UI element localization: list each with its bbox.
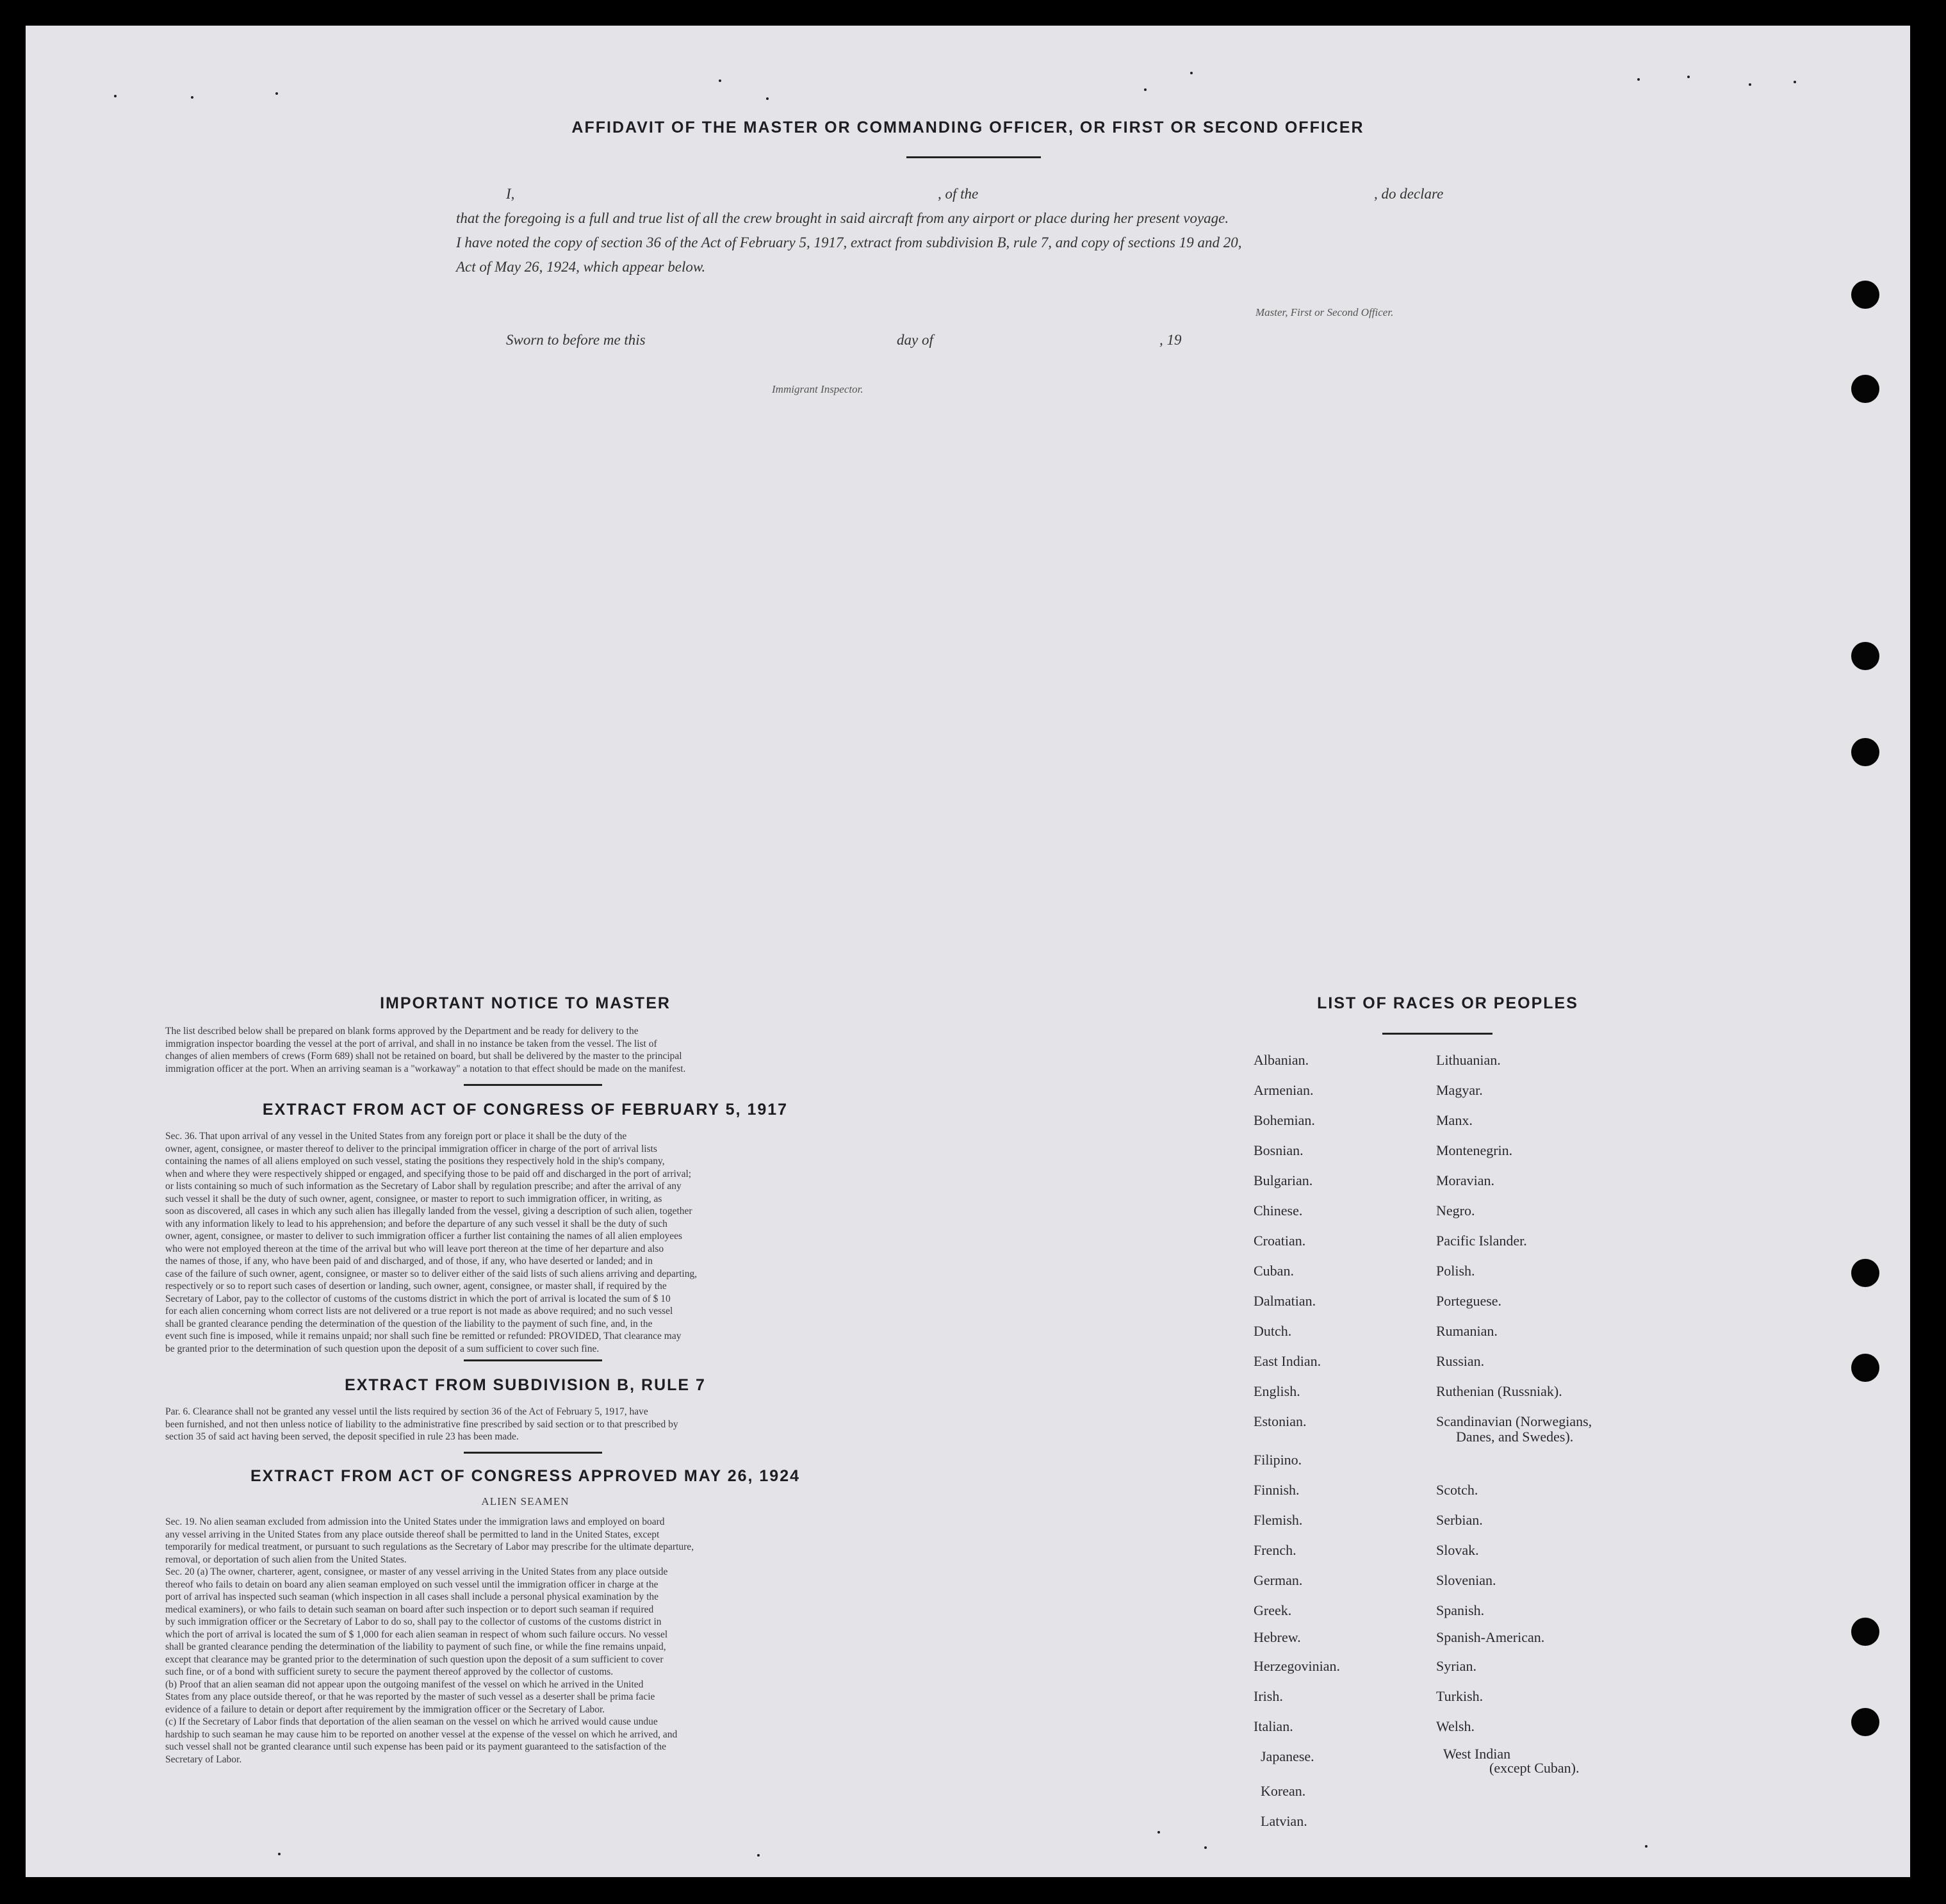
race-right: Manx.	[1436, 1112, 1473, 1128]
punch-hole	[1851, 1354, 1879, 1382]
speck	[1645, 1845, 1648, 1848]
affidavit-title: AFFIDAVIT OF THE MASTER OR COMMANDING OFFICER, OR FIRST OR SECOND OFFICER	[571, 119, 1364, 136]
extract-1924-line: shall be granted clearance pending the determination of the liability to payment of such fine, or while the fine remains unpaid,	[165, 1641, 666, 1652]
race-left: Bosnian.	[1254, 1142, 1304, 1158]
notice-rule	[464, 1084, 602, 1086]
extract-1924-line: except that clearance may be granted prior to the determination of such question upon the deposit of a sum sufficient to cover	[165, 1654, 664, 1665]
race-left: Albanian.	[1254, 1052, 1309, 1068]
notice-title: IMPORTANT NOTICE TO MASTER	[380, 994, 671, 1012]
speck	[1637, 78, 1640, 81]
race-left: Bulgarian.	[1254, 1172, 1313, 1188]
race-left: Flemish.	[1254, 1512, 1303, 1528]
extract-1924-line: evidence of a failure to detain or deport after requirement by the immigration officer or the Secretary of Labor.	[165, 1703, 605, 1715]
punch-hole	[1851, 1618, 1879, 1646]
extract-1917-line: Secretary of Labor, pay to the collector of customs of the customs district in which the port of arrival is located the sum of $ 10	[165, 1293, 671, 1304]
race-left: Cuban.	[1254, 1263, 1294, 1279]
race-right: (except Cuban).	[1489, 1760, 1580, 1776]
extract-1924-line: Secretary of Labor.	[165, 1753, 242, 1765]
year-text: , 19	[1159, 332, 1182, 348]
speck	[1749, 83, 1751, 86]
extract-1924-line: States from any place outside thereof, or that he was reported by the master of such vessel as a deserter shall be prima facie	[165, 1691, 655, 1702]
affidavit-i: I,	[506, 186, 515, 202]
extract-1924-subtitle: ALIEN SEAMEN	[481, 1495, 569, 1507]
race-left: Italian.	[1254, 1718, 1293, 1734]
extract-1917-line: or lists containing so much of such information as the Secretary of Labor shall by regulation prescribe; and after the arrival of any	[165, 1181, 682, 1192]
affidavit-of-the: , of the	[938, 186, 979, 202]
rule7-line: been furnished, and not then unless notice of liability to the administrative fine prescribed by said section or to that prescribed by	[165, 1418, 678, 1430]
races-title: LIST OF RACES OR PEOPLES	[1317, 994, 1578, 1012]
speck	[1204, 1846, 1207, 1849]
race-right: Russian.	[1436, 1353, 1485, 1369]
rule7-title: EXTRACT FROM SUBDIVISION B, RULE 7	[345, 1376, 706, 1394]
race-left: Filipino.	[1254, 1452, 1302, 1468]
race-right: Serbian.	[1436, 1512, 1483, 1528]
day-of-text: day of	[897, 332, 933, 348]
master-signature-label: Master, First or Second Officer.	[1255, 306, 1394, 318]
race-right: Pacific Islander.	[1436, 1233, 1527, 1249]
extract-1924-line: medical examiners), or who fails to detain such seaman on board after such inspection or to deport such seaman if required	[165, 1604, 654, 1615]
rule7-line: Par. 6. Clearance shall not be granted any vessel until the lists required by section 36 of the Act of February 5, 1917, have	[165, 1406, 648, 1417]
race-right: Ruthenian (Russniak).	[1436, 1383, 1562, 1399]
race-right: Rumanian.	[1436, 1323, 1498, 1339]
extract-1924-line: (b) Proof that an alien seaman did not appear upon the outgoing manifest of the vessel on which he arrived in the United	[165, 1678, 644, 1690]
speck	[719, 79, 721, 82]
speck	[1687, 76, 1690, 78]
race-right: Syrian.	[1436, 1658, 1476, 1674]
extract-1917-line: event such fine is imposed, while it remains unpaid; nor shall such fine be remitted or refunded: PROVIDED, That clearance may	[165, 1331, 682, 1342]
race-right: Welsh.	[1436, 1718, 1475, 1734]
extract-1924-line: hardship to such seaman he may cause him to be reported on another vessel at the expense of the vessel on which he arrived, and	[165, 1728, 678, 1740]
extract-1924-line: Sec. 19. No alien seaman excluded from admission into the United States under the immigration laws and employed on board	[165, 1516, 665, 1527]
race-left: Greek.	[1254, 1602, 1292, 1618]
race-left: Irish.	[1254, 1688, 1283, 1704]
extract-1924-line: thereof who fails to detain on board any alien seaman employed on such vessel until the immigration officer in charge at the	[165, 1579, 658, 1590]
extract-1924-line: port of arrival has inspected such seaman (which inspection in all cases shall include a personal physical examination by the	[165, 1591, 659, 1602]
race-left: Estonian.	[1254, 1413, 1307, 1429]
extract-1924-line: which the port of arrival is located the sum of $ 1,000 for each alien seaman in respect of whom such failure occurs. No vessel	[165, 1629, 668, 1640]
extract-1917-line: for each alien concerning whom correct lists are not delivered or a true report is not made as above required; and no such vessel	[165, 1306, 673, 1317]
punch-hole	[1851, 281, 1879, 309]
notice-text	[165, 1025, 897, 1075]
extract-1917-title: EXTRACT FROM ACT OF CONGRESS OF FEBRUARY 5, 1917	[262, 1101, 789, 1119]
race-left: Japanese.	[1261, 1748, 1314, 1764]
extract-1917-line: who were not employed thereon at the time of the arrival but who will leave port thereon at the time of her departure and also	[165, 1243, 664, 1254]
affidavit-title-rule	[906, 156, 1041, 158]
race-right: Lithuanian.	[1436, 1052, 1501, 1068]
punch-hole	[1851, 1259, 1879, 1287]
speck	[114, 95, 117, 97]
extract-1917-line: be granted prior to the determination of such question upon the deposit of a sum sufficient to cover such fine.	[165, 1343, 600, 1354]
extract-1924-title: EXTRACT FROM ACT OF CONGRESS APPROVED MAY 26, 1924	[250, 1467, 801, 1485]
race-left: French.	[1254, 1542, 1296, 1558]
extract-1917-line: shall be granted clearance pending the determination of the question of the liability to the payment of such fine, and, in the	[165, 1318, 653, 1329]
extract-1917-line: with any information likely to lead to his apprehension; and before the departure of any such vessel it shall be the duty of such	[165, 1218, 667, 1229]
race-right: Scandinavian (Norwegians,	[1436, 1413, 1592, 1429]
speck	[757, 1854, 760, 1857]
extract-1924-text	[165, 1516, 897, 1766]
extract-1924-line: Sec. 20 (a) The owner, charterer, agent, consignee, or master of any vessel arriving in the United States from any place outside	[165, 1566, 668, 1577]
race-right: Slovenian.	[1436, 1572, 1496, 1588]
notice-line: immigration officer at the port. When an arriving seaman is a "workaway" a notation to that effect should be made on the manifest.	[165, 1063, 686, 1074]
punch-hole	[1851, 642, 1879, 670]
race-right: Magyar.	[1436, 1082, 1483, 1098]
extract-1924-line: such vessel shall not be granted clearance until such expense has been paid or its payment guaranteed to the satisfaction of the	[165, 1741, 667, 1752]
punch-hole	[1851, 375, 1879, 403]
speck	[766, 97, 769, 100]
race-left: Dutch.	[1254, 1323, 1292, 1339]
race-right: Spanish-American.	[1436, 1629, 1545, 1645]
extract-1917-line: Sec. 36. That upon arrival of any vessel in the United States from any foreign port or place it shall be the duty of the	[165, 1131, 627, 1142]
extract-1924-line: (c) If the Secretary of Labor finds that deportation of the alien seaman on the vessel on which he arrived would cause undue	[165, 1716, 658, 1727]
extract-1917-line: containing the names of all aliens employed on such vessel, stating the positions they respectively hold in the ship's company,	[165, 1156, 665, 1167]
extract-1917-line: when and where they were respectively shipped or engaged, and specifying those to be paid off and discharged in the port of arrival;	[165, 1168, 692, 1179]
race-right: Spanish.	[1436, 1602, 1485, 1618]
race-left: Finnish.	[1254, 1482, 1300, 1498]
notice-line: changes of alien members of crews (Form 689) shall not be retained on board, but shall be delivered by the master to the principal	[165, 1051, 682, 1062]
extract-1917-rule	[464, 1359, 602, 1361]
race-left: Hebrew.	[1254, 1629, 1301, 1645]
extract-1924-line: such fine, or of a bond with sufficient surety to secure the payment thereof approved by the collector of customs.	[165, 1666, 614, 1677]
race-left: Herzegovinian.	[1254, 1658, 1340, 1674]
extract-1917-line: respectively or so to report such cases of desertion or landing, such owner, agent, consignee, or master shall, if required by the	[165, 1281, 667, 1292]
race-right: West Indian	[1443, 1746, 1511, 1762]
race-right: Negro.	[1436, 1202, 1475, 1219]
race-right: Slovak.	[1436, 1542, 1479, 1558]
race-right: Porteguese.	[1436, 1293, 1502, 1309]
extract-1924-line: removal, or deportation of such alien from the United States.	[165, 1554, 407, 1565]
notice-line: immigration inspector boarding the vessel at the port of arrival, and shall in no instance be taken from the vessel. The list of	[165, 1038, 657, 1049]
race-left: Korean.	[1261, 1783, 1306, 1799]
extract-1924-line: any vessel arriving in the United States from any place outside thereof shall be permitted to land in the United States, except	[165, 1529, 660, 1540]
rule7-text	[165, 1406, 897, 1443]
rule7-line: section 35 of said act having been served, the deposit specified in rule 23 has been made.	[165, 1431, 519, 1442]
inspector-label: Immigrant Inspector.	[772, 383, 863, 395]
race-left: Latvian.	[1261, 1813, 1307, 1829]
form-page	[26, 26, 1910, 1877]
speck	[1190, 72, 1193, 74]
extract-1917-line: case of the failure of such owner, agent, consignee, or master so to deliver either of the said lists of such aliens arriving and departing,	[165, 1268, 698, 1279]
extract-1924-line: temporarily for medical treatment, or pursuant to such regulations as the Secretary of Labor may prescribe for the ultimate departure,	[165, 1541, 694, 1552]
race-right: Scotch.	[1436, 1482, 1478, 1498]
race-left: German.	[1254, 1572, 1303, 1588]
race-left: Chinese.	[1254, 1202, 1303, 1219]
speck	[191, 96, 193, 99]
extract-1924-line: by such immigration officer or the Secretary of Labor to do so, shall pay to the collector of customs of the customs district in	[165, 1616, 662, 1627]
speck	[278, 1853, 281, 1855]
race-right: Danes, and Swedes).	[1456, 1429, 1574, 1445]
speck	[275, 92, 278, 95]
extract-1917-line: soon as discovered, all cases in which any such alien has illegally landed from the vessel, giving a description of such alien, together	[165, 1206, 692, 1217]
speck	[1794, 81, 1796, 83]
speck	[1144, 88, 1147, 91]
affidavit-line-4: Act of May 26, 1924, which appear below.	[456, 259, 706, 275]
affidavit-line-2: that the foregoing is a full and true list of all the crew brought in said aircraft from any airport or place during her present voyage.	[456, 210, 1229, 226]
race-left: East Indian.	[1254, 1353, 1321, 1369]
race-left: Dalmatian.	[1254, 1293, 1316, 1309]
races-rule	[1382, 1033, 1492, 1035]
race-left: English.	[1254, 1383, 1300, 1399]
speck	[1157, 1831, 1160, 1834]
extract-1917-line: owner, agent, consignee, or master thereof to deliver to the principal immigration officer in charge of the port of arrival lists	[165, 1143, 657, 1154]
extract-1917-line: the names of those, if any, who have been paid of and discharged, and of those, if any, who have deserted or landed; and in	[165, 1256, 653, 1267]
extract-1917-text	[165, 1130, 897, 1355]
punch-hole	[1851, 1708, 1879, 1736]
race-right: Moravian.	[1436, 1172, 1495, 1188]
extract-1917-line: owner, agent, consignee, or master to deliver to such immigration officer a further list containing the names of all alien employees	[165, 1231, 682, 1242]
race-right: Turkish.	[1436, 1688, 1484, 1704]
affidavit-line-3: I have noted the copy of section 36 of the Act of February 5, 1917, extract from subdivision B, rule 7, and copy of sections 19 and 20,	[456, 234, 1242, 250]
extract-1917-line: such vessel it shall be the duty of such owner, agent, consignee, or master to report to such immigration officer, in writing, as	[165, 1193, 662, 1204]
rule7-rule	[464, 1452, 602, 1454]
race-right: Polish.	[1436, 1263, 1475, 1279]
race-left: Bohemian.	[1254, 1112, 1315, 1128]
race-left: Croatian.	[1254, 1233, 1306, 1249]
notice-line: The list described below shall be prepared on blank forms approved by the Department and be ready for delivery to the	[165, 1026, 639, 1037]
race-left: Armenian.	[1254, 1082, 1314, 1098]
race-right: Montenegrin.	[1436, 1142, 1513, 1158]
sworn-text: Sworn to before me this	[506, 332, 646, 348]
punch-hole	[1851, 738, 1879, 766]
affidavit-do-declare: , do declare	[1374, 186, 1444, 202]
